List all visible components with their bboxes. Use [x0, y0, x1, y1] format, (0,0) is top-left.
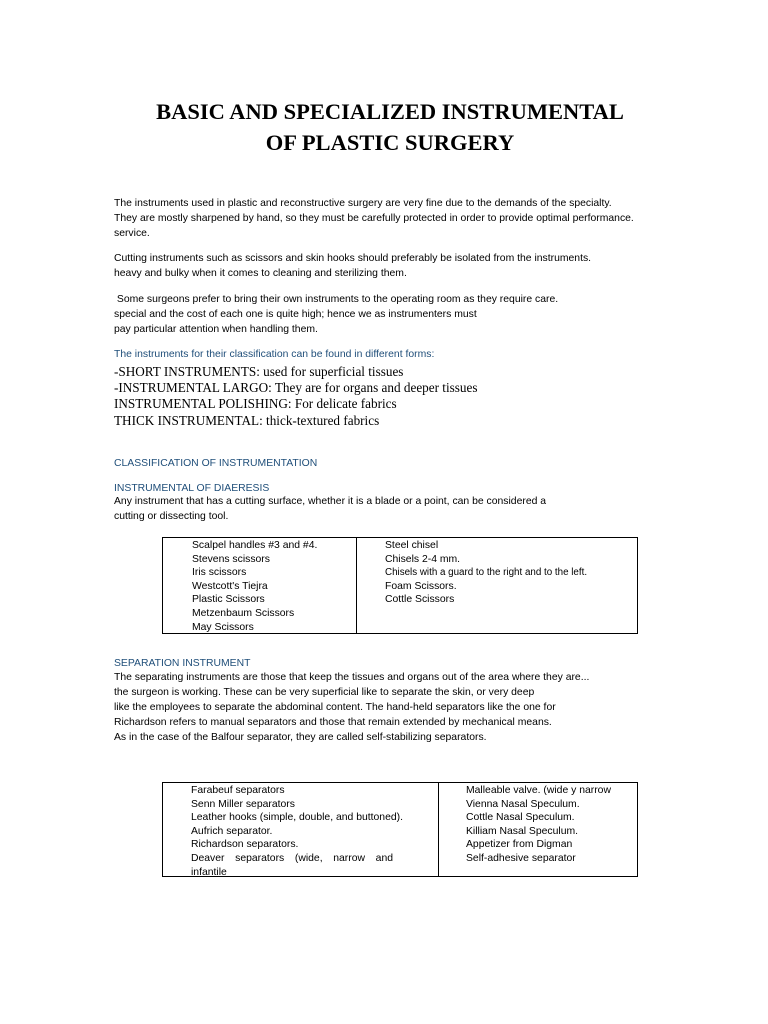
bullet-icon [168, 621, 179, 635]
title-line-1: BASIC AND SPECIALIZED INSTRUMENTAL [156, 99, 624, 124]
list-item [445, 811, 631, 825]
bullet-icon [168, 566, 179, 580]
item-text: Vienna Nasal Speculum. [466, 798, 580, 810]
text-line: heavy and bulky when it comes to cleaning and sterilizing them. [114, 268, 407, 279]
item-text: Killiam Nasal Speculum. [466, 825, 579, 837]
bullet-icon [168, 593, 179, 607]
text-line: Cutting instruments such as scissors and skin hooks should preferably be isolated from the instruments. [114, 253, 592, 264]
bullet-icon [362, 539, 373, 553]
item-text: Chisels 2-4 mm. [385, 553, 461, 565]
list-item [168, 607, 356, 621]
forms-item: -SHORT INSTRUMENTS: used for superficial tissues [114, 364, 404, 379]
bullet-icon [168, 607, 179, 621]
text-line: The separating instruments are those that keep the tissues and organs out of the area where they are... [114, 672, 590, 683]
diaeresis-heading: INSTRUMENTAL OF DIAERESIS [114, 483, 270, 494]
text-line: Richardson refers to manual separators and those that remain extended by mechanical means. [114, 717, 552, 728]
item-text: Iris scissors [192, 567, 247, 579]
item-text: Stevens scissors [192, 553, 270, 565]
text-line: As in the case of the Balfour separator, they are called self-stabilizing separators. [114, 732, 487, 743]
item-text: Senn Miller separators [191, 798, 295, 810]
bullet-icon [445, 811, 456, 825]
item-text: Chisels with a guard to the right and to the left. [385, 567, 588, 579]
text-line: Any instrument that has a cutting surface, whether it is a blade or a point, can be considered a [114, 496, 547, 507]
bullet-icon [170, 784, 181, 798]
item-text: Metzenbaum Scissors [192, 607, 295, 619]
text-line: the surgeon is working. These can be very superficial like to separate the skin, or very deep [114, 687, 535, 698]
list-item [168, 539, 356, 553]
bullet-icon [445, 784, 456, 798]
separation-paragraph [114, 670, 671, 745]
list-item [168, 580, 356, 594]
text-line: pay particular attention when handling them. [114, 324, 318, 335]
bullet-icon [170, 825, 181, 839]
item-text: Malleable valve. (wide y narrow [466, 785, 611, 796]
diaeresis-table-right-column [356, 538, 637, 633]
list-item [168, 593, 356, 607]
text-line: Some surgeons prefer to bring their own instruments to the operating room as they require care. [114, 294, 559, 305]
bullet-icon [445, 825, 456, 839]
item-text: May Scissors [192, 621, 254, 633]
item-text: Deaver separators (wide, narrow and infantile [191, 852, 393, 878]
list-item [362, 580, 626, 594]
bullet-icon [170, 798, 181, 812]
text-line: The instruments used in plastic and reconstructive surgery are very fine due to the demands of the specialty. [114, 198, 612, 209]
list-item [168, 566, 356, 580]
list-item [362, 553, 626, 567]
bullet-icon [168, 580, 179, 594]
item-text: Scalpel handles #3 and #4. [192, 540, 318, 551]
forms-list [114, 364, 477, 429]
list-item [168, 621, 356, 635]
forms-item: INSTRUMENTAL POLISHING: For delicate fabrics [114, 396, 397, 412]
bullet-icon [445, 838, 456, 852]
diaeresis-table-left-column [163, 538, 356, 633]
bullet-icon [362, 580, 373, 594]
text-line: service. [114, 228, 150, 239]
bullet-icon [170, 852, 181, 879]
bullet-icon [445, 852, 456, 866]
bullet-icon [362, 553, 373, 567]
bullet-icon [362, 566, 373, 580]
list-item [170, 852, 393, 879]
separation-table-left-column [163, 783, 438, 876]
document-title [60, 96, 720, 158]
list-item [445, 852, 631, 866]
item-text: Appetizer from Digman [466, 839, 573, 851]
item-text: Farabeuf separators [191, 785, 285, 796]
separation-table-right-column [438, 783, 637, 876]
bullet-icon [445, 798, 456, 812]
intro-paragraph [114, 196, 674, 241]
text-line: They are mostly sharpened by hand, so they must be carefully protected in order to provide optimal performance. [114, 213, 634, 224]
diaeresis-paragraph [114, 494, 674, 524]
list-item [445, 798, 631, 812]
item-text: Foam Scissors. [385, 580, 457, 592]
list-item [362, 593, 626, 607]
list-item [170, 784, 393, 798]
title-line-2: OF PLASTIC SURGERY [265, 130, 515, 155]
text-line: cutting or dissecting tool. [114, 511, 229, 522]
bullet-icon [168, 539, 179, 553]
surgeons-paragraph [114, 292, 674, 337]
item-text: Westcott's Tiejra [192, 580, 268, 592]
bullet-icon [362, 593, 373, 607]
item-text: Plastic Scissors [192, 594, 265, 606]
item-text: Aufrich separator. [191, 825, 273, 837]
list-item [170, 838, 393, 852]
item-text: Cottle Scissors [385, 594, 455, 606]
list-item [170, 825, 393, 839]
bullet-icon [170, 838, 181, 852]
item-text: Richardson separators. [191, 839, 299, 851]
list-item [445, 825, 631, 839]
bullet-icon [168, 553, 179, 567]
list-item [445, 838, 631, 852]
forms-item: THICK INSTRUMENTAL: thick-textured fabrics [114, 412, 380, 428]
list-item [362, 539, 626, 553]
cutting-paragraph [114, 251, 674, 281]
item-text: Steel chisel [385, 540, 439, 551]
list-item [445, 784, 631, 798]
forms-intro: The instruments for their classification can be found in different forms: [114, 349, 435, 360]
bullet-icon [170, 811, 181, 825]
item-text: Cottle Nasal Speculum. [466, 812, 575, 824]
diaeresis-table [162, 537, 638, 634]
item-text: Self-adhesive separator [466, 852, 576, 864]
text-line: like the employees to separate the abdominal content. The hand-held separators like the one for [114, 702, 556, 713]
forms-item: -INSTRUMENTAL LARGO: They are for organs and deeper tissues [114, 380, 478, 396]
list-item [170, 798, 393, 812]
list-item [362, 566, 626, 580]
text-line: special and the cost of each one is quite high; hence we as instrumenters must [114, 309, 477, 320]
classification-heading: CLASSIFICATION OF INSTRUMENTATION [114, 458, 318, 469]
list-item [170, 811, 403, 825]
separation-table [162, 782, 638, 877]
list-item [168, 553, 356, 567]
separation-heading: SEPARATION INSTRUMENT [114, 658, 251, 669]
item-text: Leather hooks (simple, double, and buttoned). [191, 812, 403, 824]
